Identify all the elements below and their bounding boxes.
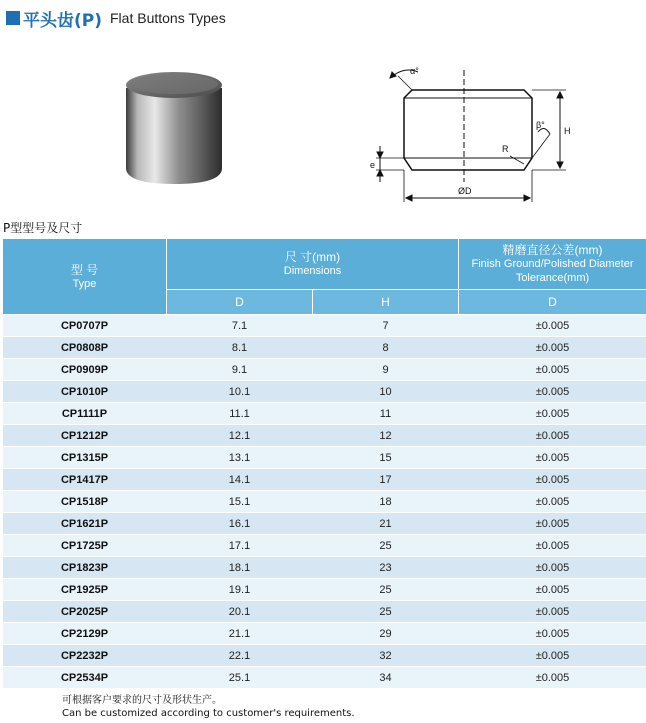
product-photo	[118, 66, 238, 191]
cell-h: 25	[313, 535, 459, 557]
footnote-en: Can be customized according to customer's requirements.	[62, 708, 355, 719]
cell-h: 29	[313, 623, 459, 645]
cell-h: 21	[313, 513, 459, 535]
cell-h: 15	[313, 447, 459, 469]
cell-type: CP0707P	[3, 315, 167, 337]
table-row	[3, 381, 646, 403]
cell-tol: ±0.005	[459, 601, 646, 623]
cell-type: CP2232P	[3, 645, 167, 667]
cell-type: CP1315P	[3, 447, 167, 469]
cell-type: CP1111P	[3, 403, 167, 425]
cell-type: CP1621P	[3, 513, 167, 535]
cell-type: CP2534P	[3, 667, 167, 689]
table-row	[3, 535, 646, 557]
technical-drawing	[360, 58, 580, 208]
cell-tol: ±0.005	[459, 425, 646, 447]
page-title	[6, 6, 226, 30]
dimensions-header: 尺 寸(mm) Dimensions	[167, 239, 459, 290]
cell-d: 8.1	[167, 337, 313, 359]
cell-h: 11	[313, 403, 459, 425]
cell-tol: ±0.005	[459, 337, 646, 359]
cell-tol: ±0.005	[459, 359, 646, 381]
cell-h: 7	[313, 315, 459, 337]
table-row	[3, 425, 646, 447]
cell-d: 9.1	[167, 359, 313, 381]
cell-tol: ±0.005	[459, 513, 646, 535]
cell-h: 17	[313, 469, 459, 491]
table-row	[3, 579, 646, 601]
cell-d: 18.1	[167, 557, 313, 579]
cell-h: 8	[313, 337, 459, 359]
table-row	[3, 601, 646, 623]
cell-d: 15.1	[167, 491, 313, 513]
cell-h: 32	[313, 645, 459, 667]
type-header: 型 号 Type	[3, 239, 167, 315]
cell-tol: ±0.005	[459, 447, 646, 469]
cell-d: 22.1	[167, 645, 313, 667]
table-row	[3, 359, 646, 381]
cell-tol: ±0.005	[459, 491, 646, 513]
cell-type: CP1212P	[3, 425, 167, 447]
cell-tol: ±0.005	[459, 557, 646, 579]
cell-type: CP2025P	[3, 601, 167, 623]
cell-d: 13.1	[167, 447, 313, 469]
table-row	[3, 403, 646, 425]
cell-d: 14.1	[167, 469, 313, 491]
cell-h: 10	[313, 381, 459, 403]
cell-h: 23	[313, 557, 459, 579]
table-row	[3, 469, 646, 491]
col-d-header: D	[167, 290, 313, 315]
alpha-label: α°	[410, 66, 419, 76]
cell-h: 25	[313, 601, 459, 623]
cell-type: CP1925P	[3, 579, 167, 601]
table-row	[3, 557, 646, 579]
cell-tol: ±0.005	[459, 315, 646, 337]
cell-tol: ±0.005	[459, 535, 646, 557]
cell-type: CP0909P	[3, 359, 167, 381]
cell-d: 16.1	[167, 513, 313, 535]
cell-d: 20.1	[167, 601, 313, 623]
table-row	[3, 645, 646, 667]
cell-type: CP1010P	[3, 381, 167, 403]
cell-type: CP1823P	[3, 557, 167, 579]
cell-d: 21.1	[167, 623, 313, 645]
spec-table-body	[3, 315, 646, 689]
e-label: e	[370, 160, 376, 170]
cell-tol: ±0.005	[459, 381, 646, 403]
title-marker	[6, 11, 20, 25]
cell-tol: ±0.005	[459, 623, 646, 645]
cell-d: 17.1	[167, 535, 313, 557]
table-row	[3, 513, 646, 535]
cell-tol: ±0.005	[459, 667, 646, 689]
cell-type: CP1725P	[3, 535, 167, 557]
table-row	[3, 315, 646, 337]
cell-tol: ±0.005	[459, 579, 646, 601]
cell-tol: ±0.005	[459, 469, 646, 491]
cell-h: 25	[313, 579, 459, 601]
title-cn: 平头齿(P)	[23, 10, 102, 31]
cell-h: 34	[313, 667, 459, 689]
tolerance-header: 精磨直径公差(mm) Finish Ground/Polished Diameter Tolerance(mm)	[459, 239, 646, 290]
cell-d: 7.1	[167, 315, 313, 337]
footnote	[62, 694, 355, 720]
col-tol-d-header: D	[459, 290, 646, 315]
cell-d: 10.1	[167, 381, 313, 403]
table-caption: P型型号及尺寸	[3, 221, 83, 235]
cell-d: 11.1	[167, 403, 313, 425]
d-label: ØD	[458, 186, 472, 196]
table-row	[3, 667, 646, 689]
table-row	[3, 447, 646, 469]
cell-type: CP1417P	[3, 469, 167, 491]
table-row	[3, 623, 646, 645]
cell-tol: ±0.005	[459, 403, 646, 425]
cell-tol: ±0.005	[459, 645, 646, 667]
cell-d: 19.1	[167, 579, 313, 601]
cell-type: CP1518P	[3, 491, 167, 513]
h-label: H	[564, 126, 571, 136]
beta-label: β°	[536, 120, 545, 130]
table-row	[3, 337, 646, 359]
cell-h: 12	[313, 425, 459, 447]
cell-d: 12.1	[167, 425, 313, 447]
cell-h: 18	[313, 491, 459, 513]
col-h-header: H	[313, 290, 459, 315]
cell-type: CP2129P	[3, 623, 167, 645]
cell-h: 9	[313, 359, 459, 381]
title-en: Flat Buttons Types	[110, 10, 226, 26]
r-label: R	[502, 144, 509, 154]
cell-d: 25.1	[167, 667, 313, 689]
cell-type: CP0808P	[3, 337, 167, 359]
footnote-cn: 可根据客户要求的尺寸及形状生产。	[62, 695, 222, 706]
spec-table	[2, 238, 646, 689]
table-row	[3, 491, 646, 513]
